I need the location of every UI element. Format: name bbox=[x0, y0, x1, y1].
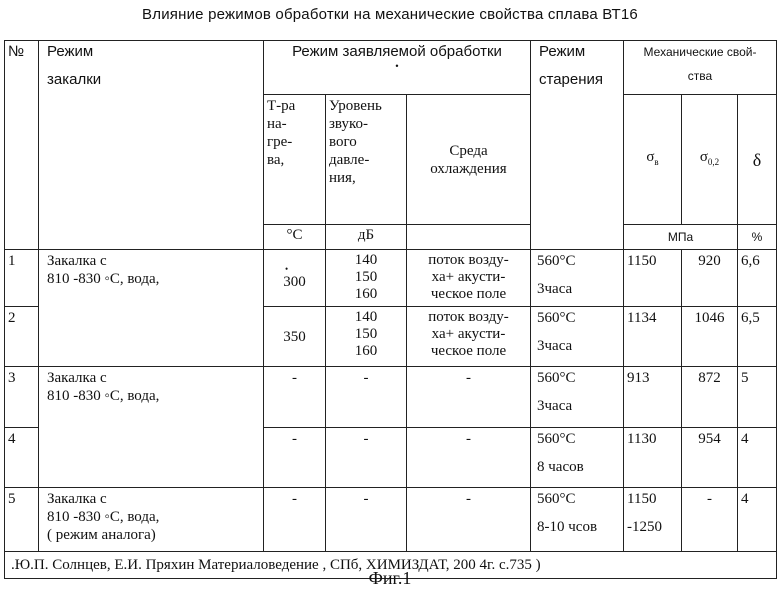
row-mode: Закалка с 810 -830 ◦С, вода, bbox=[39, 367, 264, 488]
row-mode: Закалка с 810 -830 ◦С, вода, ( режим аналога) bbox=[39, 488, 264, 552]
row-sound: 140 150 160 bbox=[326, 250, 407, 307]
properties-table bbox=[4, 40, 777, 579]
row-cool: - bbox=[407, 488, 531, 552]
row-sigma-02: 872 bbox=[682, 367, 738, 428]
row-sigma-02: - bbox=[682, 488, 738, 552]
row-sigma-b: 1130 bbox=[624, 428, 682, 488]
reference-note: .Ю.П. Солнцев, Е.И. Пряхин Материаловедение , СПб, ХИМИЗДАТ, 200 4г. с.735 ) bbox=[5, 552, 777, 579]
unit-pct: % bbox=[738, 225, 777, 250]
row-delta: 4 bbox=[738, 428, 777, 488]
row-temp: - bbox=[264, 367, 326, 428]
table-title: Влияние режимов обработки на механические свойства сплава ВТ16 bbox=[142, 6, 638, 23]
row-cool: - bbox=[407, 428, 531, 488]
header-temp: Т-ра на- гре- ва, bbox=[264, 95, 326, 225]
row-sound: 140 150 160 bbox=[326, 307, 407, 367]
unit-cool bbox=[407, 225, 531, 250]
unit-sound: дБ bbox=[326, 225, 407, 250]
row-aging: 560°С 8 часов bbox=[531, 428, 624, 488]
row-aging: 560°С 8-10 чсов bbox=[531, 488, 624, 552]
table-row bbox=[5, 250, 777, 307]
row-sigma-02: 1046 bbox=[682, 307, 738, 367]
row-aging: 560°С 3часа bbox=[531, 250, 624, 307]
header-num: № bbox=[5, 41, 39, 250]
row-mode: Закалка с 810 -830 ◦С, вода, bbox=[39, 250, 264, 367]
row-temp: • 300 bbox=[264, 250, 326, 307]
table-row bbox=[5, 367, 777, 428]
row-sigma-b: 913 bbox=[624, 367, 682, 428]
row-sound: - bbox=[326, 367, 407, 428]
header-delta: δ bbox=[738, 95, 777, 225]
row-delta: 5 bbox=[738, 367, 777, 428]
row-cool: - bbox=[407, 367, 531, 428]
unit-temp: °С bbox=[264, 225, 326, 250]
unit-mpa: МПа bbox=[624, 225, 738, 250]
row-delta: 6,5 bbox=[738, 307, 777, 367]
header-sigma-02: $\sigma_{0,2}$ bbox=[682, 95, 738, 225]
header-sigma-b: $\sigma_в$ bbox=[624, 95, 682, 225]
row-num: 3 bbox=[5, 367, 39, 428]
header-aging: Режим старения bbox=[531, 41, 624, 250]
row-num: 2 bbox=[5, 307, 39, 367]
header-declared: Режим заявляемой обработки • bbox=[264, 41, 531, 95]
row-sigma-b: 1134 bbox=[624, 307, 682, 367]
row-num: 1 bbox=[5, 250, 39, 307]
row-sound: - bbox=[326, 428, 407, 488]
row-sigma-02: 954 bbox=[682, 428, 738, 488]
header-sound: Уровень звуко- вого давле- ния, bbox=[326, 95, 407, 225]
header-mode: Режим закалки bbox=[39, 41, 264, 250]
row-cool: поток возду- ха+ акусти- ческое поле bbox=[407, 307, 531, 367]
row-sigma-b: 1150 bbox=[624, 250, 682, 307]
row-sigma-02: 920 bbox=[682, 250, 738, 307]
row-temp: - bbox=[264, 428, 326, 488]
figure-label: Фиг.1 bbox=[368, 568, 412, 588]
header-mech: Механические свой- ства bbox=[624, 41, 777, 95]
row-num: 4 bbox=[5, 428, 39, 488]
table-row bbox=[5, 488, 777, 552]
row-temp: 350 bbox=[264, 307, 326, 367]
row-sigma-b: 1150 -1250 bbox=[624, 488, 682, 552]
row-delta: 4 bbox=[738, 488, 777, 552]
row-temp: - bbox=[264, 488, 326, 552]
header-cool: Среда охлаждения bbox=[407, 95, 531, 225]
row-num: 5 bbox=[5, 488, 39, 552]
row-aging: 560°С 3часа bbox=[531, 307, 624, 367]
row-cool: поток возду- ха+ акусти- ческое поле bbox=[407, 250, 531, 307]
row-sound: - bbox=[326, 488, 407, 552]
row-delta: 6,6 bbox=[738, 250, 777, 307]
row-aging: 560°С 3часа bbox=[531, 367, 624, 428]
